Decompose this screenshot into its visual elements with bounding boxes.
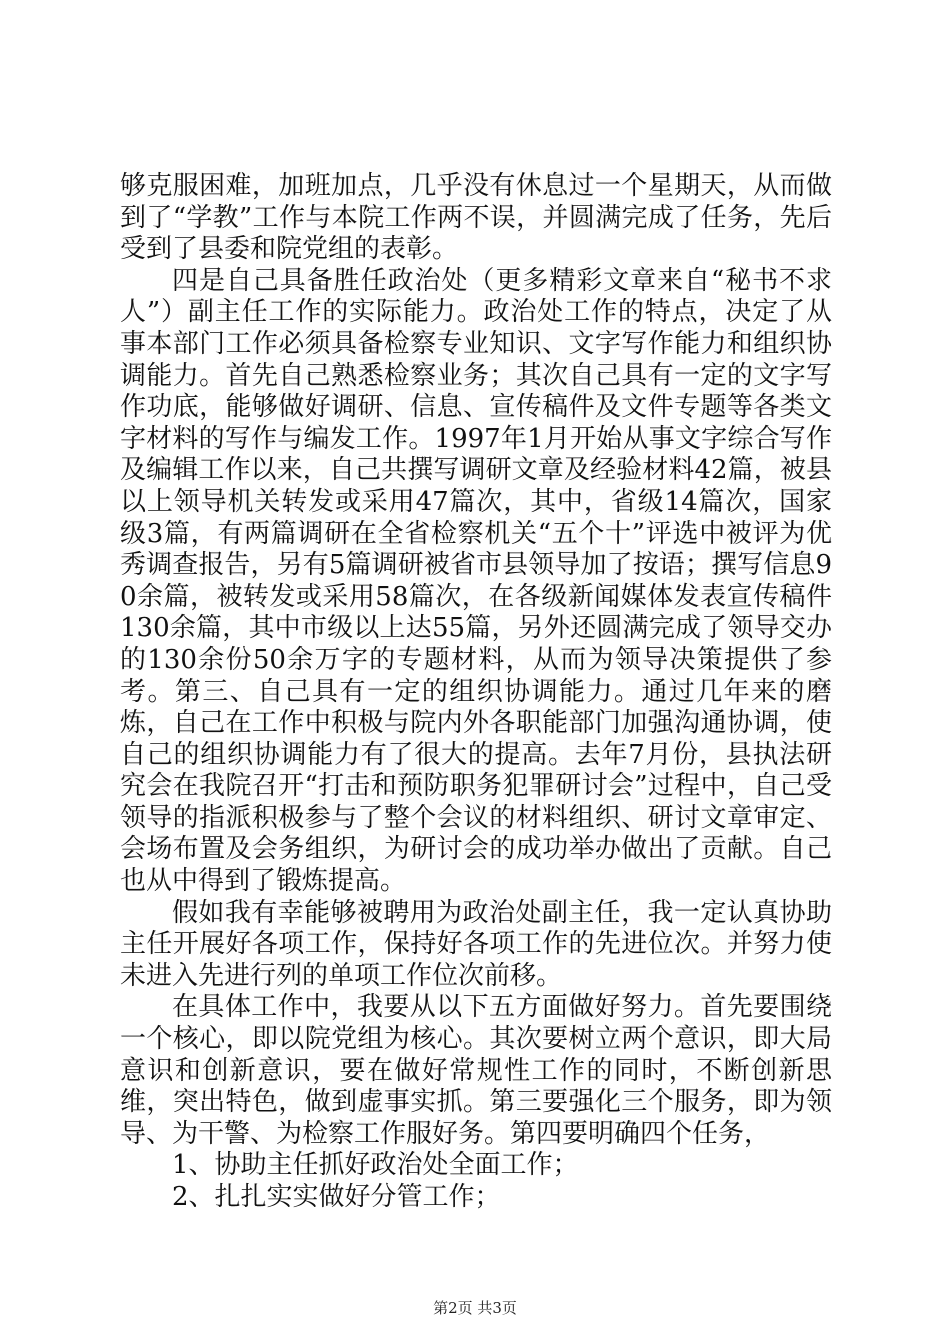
list-item-1: 1、协助主任抓好政治处全面工作； (172, 1150, 579, 1181)
list-item-2: 2、扎扎实实做好分管工作； (172, 1182, 501, 1212)
page-number-footer: 第2页 共3页 (433, 1299, 517, 1317)
paragraph-qualifications: 四是自己具备胜任政治处（更多精彩文章来自“秘书不求人”）副主任工作的实际能力。政治处工作的特点，决定了从事本部门工作必须具备检察专业知识、文字写作能力和组织协调能力。首先自己熟悉检察业务；其次自己具有一定的文字写作功底，能够做好调研、信息、宣传稿件及文件专题等各类文字材料的写作与编发工作。1997年1月开始从事文字综合写作及编辑工作以来，自己共撰写调研文章及经验材料42篇，被县以上领导机关转发或采用47篇次，其中，省级14篇次，国家级3篇，有两篇调研在全省检察机关“五个十”评选中被评为优秀调查报告，另有5篇调研被省市县领导加了按语；撰写信息90余篇，被转发或采用58篇次，在各级新闻媒体发表宣传稿件130余篇，其中市级以上达55篇，另外还圆满完成了领导交办的130余份50余万字的专题材料，从而为领导决策提供了参考。第三、自己具有一定的组织协调能力。通过几年来的磨炼，自己在工作中积极与院内外各职能部门加强沟通协调，使自己的组织协调能力有了很大的提高。去年7月份，县执法研究会在我院召开“打击和预防职务犯罪研讨会”过程中，自己受领导的指派积极参与了整个会议的材料组织、研讨文章审定、会场布置及会务组织，为研讨会的成功举办做出了贡献。自己也从中得到了锻炼提高。 (120, 265, 832, 897)
document-body (120, 171, 832, 1214)
paragraph-commitment: 假如我有幸能够被聘用为政治处副主任，我一定认真协助主任开展好各项工作，保持好各项工作的先进位次。并努力使未进入先进行列的单项工作位次前移。 (120, 897, 832, 991)
paragraph-continuation: 够克服困难，加班加点，几乎没有休息过一个星期天，从而做到了“学教”工作与本院工作两不误，并圆满完成了任务，先后受到了县委和院党组的表彰。 (120, 171, 832, 265)
paragraph-work-plan: 在具体工作中，我要从以下五方面做好努力。首先要围绕一个核心，即以院党组为核心。其次要树立两个意识，即大局意识和创新意识，要在做好常规性工作的同时，不断创新思维，突出特色，做到虚事实抓。第三要强化三个服务，即为领导、为干警、为检察工作服好务。第四要明确四个任务， (120, 992, 832, 1149)
